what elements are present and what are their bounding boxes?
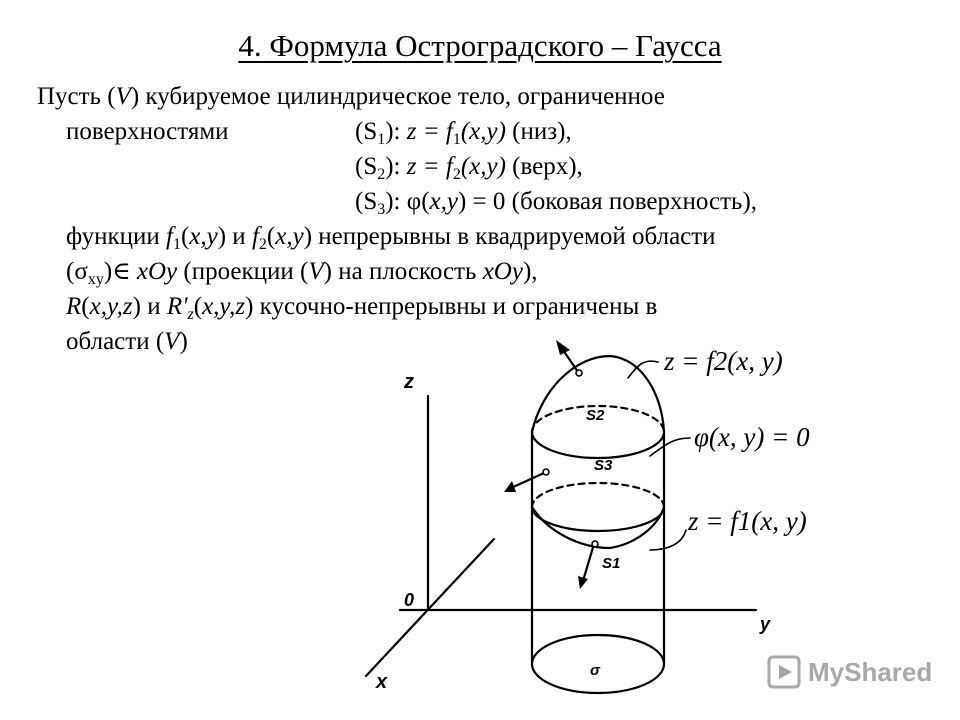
text-fragment: (проекции ( <box>177 258 309 285</box>
text-line-7: R(x,y,z) и $R'_z(x,y,z)$ кусочно-непрерывны и ограничены в <box>66 293 658 323</box>
normal-bottom-line <box>583 544 594 581</box>
text-fragment: ) кусочно-непрерывны и ограничены в <box>245 293 658 320</box>
text-fragment: ) и <box>132 293 167 320</box>
text-fragment: 2 <box>377 166 386 183</box>
axis-z-label: z <box>404 371 414 393</box>
s2-front-edge <box>532 432 664 458</box>
text-fragment: ) непрерывны в квадрируемой области <box>303 223 716 250</box>
s2-label: S2 <box>586 407 605 424</box>
text-fragment: 3 <box>377 201 386 218</box>
label-side-surface: φ(x, y) = 0 <box>694 422 810 452</box>
text-fragment: x,y <box>429 188 458 215</box>
point-bottom-icon <box>592 541 598 547</box>
watermark <box>766 652 932 692</box>
s3-label: S3 <box>594 457 613 474</box>
text-fragment: 1 <box>172 236 181 253</box>
text-fragment: x,y,z <box>202 293 246 320</box>
leader-side <box>650 438 690 456</box>
text-fragment: V <box>115 83 131 110</box>
text-fragment: (S <box>355 188 378 215</box>
axis-y-label: y <box>760 614 771 634</box>
text-fragment: ) кубируемое цилиндрическое тело, ограниченное <box>130 83 665 110</box>
text-fragment: R' <box>166 293 188 320</box>
point-top-icon <box>576 370 582 376</box>
text-line-5: функции $f_1(x,y)$ и $f_2(x,y)$ непрерывны в квадрируемой области <box>66 223 716 253</box>
text-fragment: z = f <box>406 153 453 180</box>
text-fragment: 1 <box>377 131 386 148</box>
text-fragment: (S <box>355 118 378 145</box>
x-axis <box>366 539 494 676</box>
text-fragment: Пусть ( <box>37 83 116 110</box>
text-fragment: (низ), <box>505 118 572 145</box>
s1-back-edge <box>532 483 664 507</box>
text-fragment: f <box>166 223 173 250</box>
origin-label: 0 <box>404 590 415 610</box>
text-fragment: поверхностями <box>66 118 229 145</box>
text-fragment: x,y <box>275 223 304 250</box>
text-fragment: функции <box>66 223 166 250</box>
text-fragment: 1 <box>452 131 461 148</box>
text-fragment: ) <box>179 328 188 355</box>
text-fragment: R <box>66 293 82 320</box>
text-fragment: z <box>187 306 194 323</box>
sigma-label: σ <box>590 662 600 679</box>
arrow-head-bottom-icon <box>578 576 588 589</box>
text-fragment: f <box>251 223 259 250</box>
text-fragment: )∈ <box>103 258 137 285</box>
text-fragment: (S <box>355 153 378 180</box>
text-fragment: 2 <box>452 166 461 183</box>
text-fragment: xOy <box>482 258 523 285</box>
text-fragment: (верх), <box>505 153 583 180</box>
text-fragment: (σ <box>66 258 88 285</box>
label-top-surface: z = f2(x, y) <box>664 346 783 376</box>
text-fragment: z = f <box>406 118 453 145</box>
arrow-head-top-icon <box>556 340 570 355</box>
slide-title: 4. Формула Остроградского – Гаусса <box>238 28 722 63</box>
text-fragment: (x,y) <box>460 153 506 180</box>
text-fragment: ) = 0 (боковая поверхность), <box>457 188 758 215</box>
text-fragment: φ( <box>406 188 430 215</box>
text-fragment: области ( <box>66 328 165 355</box>
text-fragment: x,y,z <box>89 293 133 320</box>
text-fragment: x,y <box>189 223 218 250</box>
text-fragment: V <box>308 258 324 285</box>
text-fragment: xy <box>87 271 104 288</box>
normal-side-line <box>511 473 544 488</box>
text-fragment: ), <box>522 258 538 285</box>
text-fragment: (x,y) <box>460 118 506 145</box>
leader-bottom <box>650 530 686 550</box>
label-bottom-surface: z = f1(x, y) <box>688 506 807 536</box>
text-fragment: ): <box>385 153 407 180</box>
watermark-logo-icon <box>766 654 802 690</box>
text-fragment: ): <box>385 118 407 145</box>
text-fragment: ) и <box>217 223 252 250</box>
text-fragment: V <box>164 328 180 355</box>
text-fragment: xOy <box>136 258 178 285</box>
axis-x-label: x <box>376 671 388 693</box>
s1-label: S1 <box>602 555 621 572</box>
point-side-icon <box>543 469 549 475</box>
watermark-text: MyShared <box>808 656 933 687</box>
text-fragment: ): <box>385 188 407 215</box>
text-fragment: 2 <box>258 236 267 253</box>
text-fragment: ) на плоскость <box>323 258 483 285</box>
